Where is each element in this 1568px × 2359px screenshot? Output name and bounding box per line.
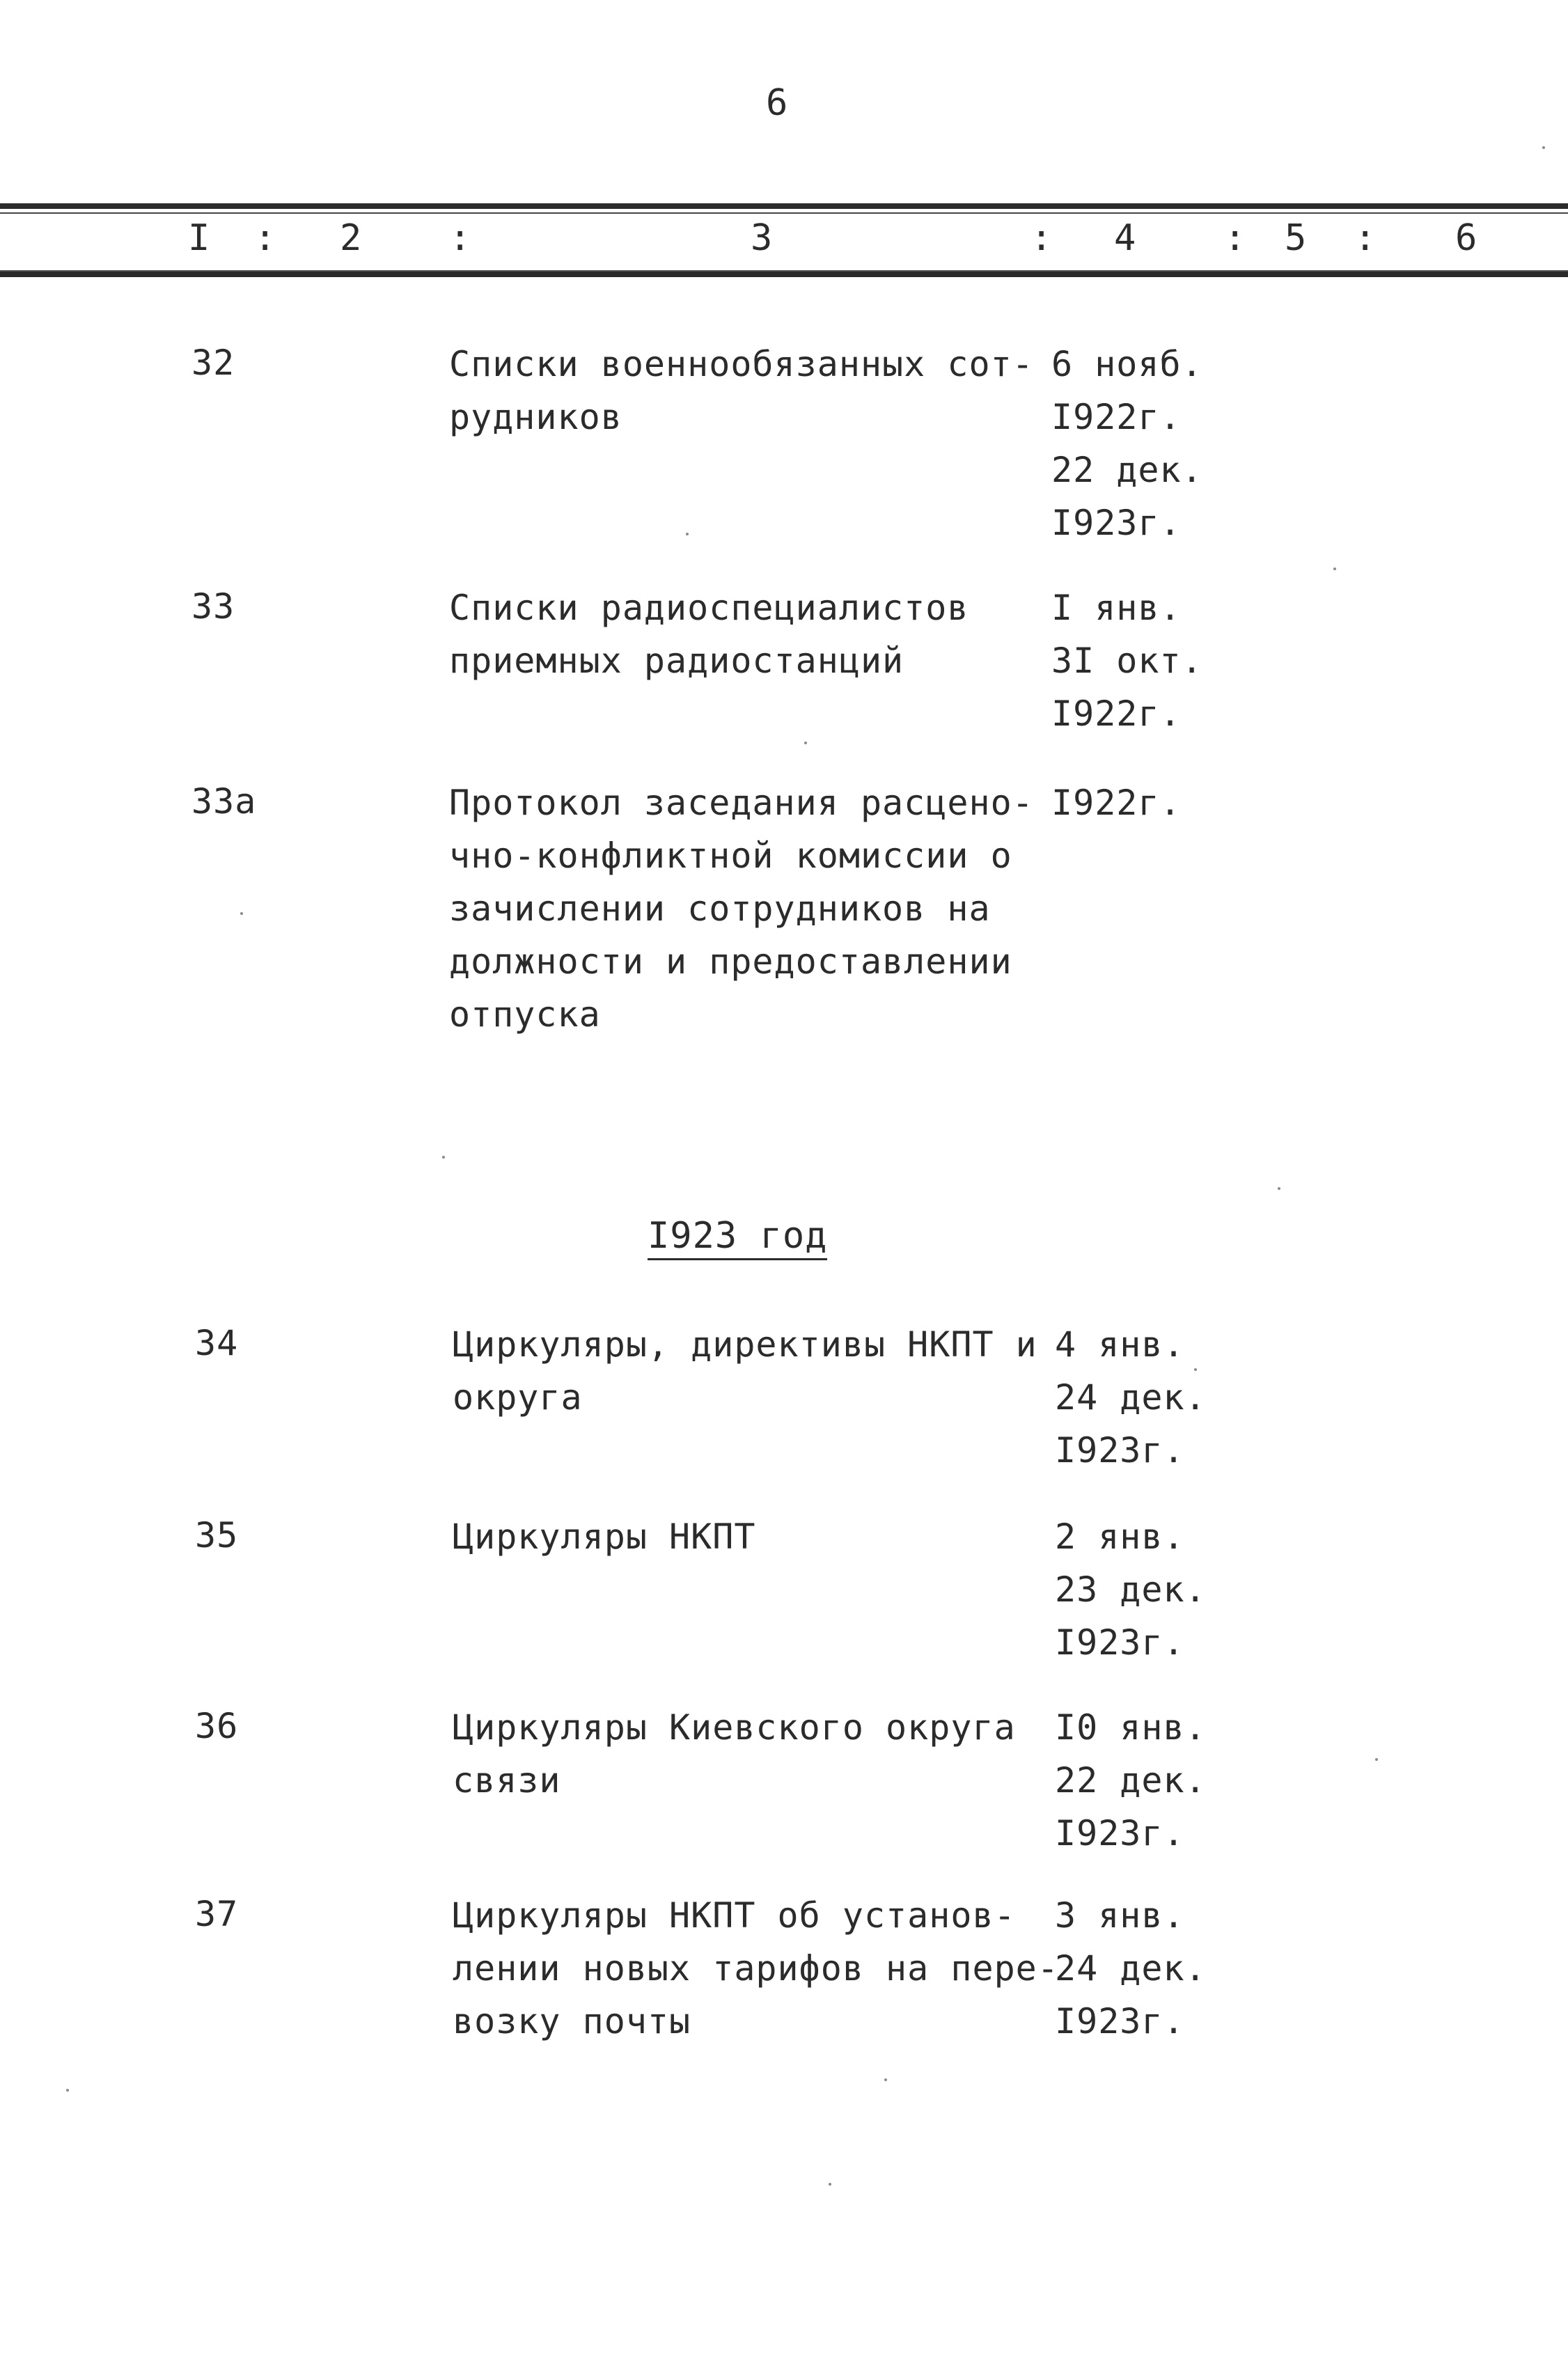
column-header-5: 5	[1285, 217, 1308, 259]
scan-speck	[804, 742, 807, 744]
page-number: 6	[766, 82, 789, 124]
column-separator: :	[449, 217, 472, 259]
scan-speck	[442, 1156, 445, 1159]
entry-date-line: I923г.	[1055, 1622, 1185, 1663]
column-header-6: 6	[1455, 217, 1478, 259]
scan-speck	[66, 2089, 69, 2092]
entry-date-line: I923г.	[1055, 1430, 1185, 1471]
entry-date-line: I923г.	[1055, 2001, 1185, 2041]
entry-date-line: I янв.	[1051, 588, 1182, 628]
entry-date-line: I922г.	[1051, 397, 1182, 437]
column-header-3: 3	[751, 217, 774, 259]
entry-number: 37	[195, 1894, 239, 1934]
entry-number: 32	[191, 343, 235, 383]
entry-title-line: связи	[453, 1760, 561, 1801]
scan-speck	[829, 2183, 831, 2186]
scan-speck	[1333, 567, 1336, 570]
entry-number: 34	[195, 1323, 239, 1363]
entry-number: 33	[191, 586, 235, 627]
entry-date-line: I923г.	[1051, 503, 1182, 543]
entry-title-line: Циркуляры НКПТ об установ-	[453, 1895, 1016, 1936]
entry-date-line: 6 нояб.	[1051, 344, 1203, 384]
entry-title-line: приемных радиостанций	[449, 641, 904, 681]
scan-speck	[1542, 146, 1545, 149]
entry-title-line: рудников	[449, 397, 622, 437]
entry-title-line: чно-конфликтной комиссии о	[449, 836, 1012, 876]
entry-date-line: 23 дек.	[1055, 1569, 1207, 1610]
header-bottom-rule	[0, 272, 1568, 277]
entry-title-line: округа	[453, 1377, 583, 1418]
scan-speck	[884, 2078, 887, 2081]
entry-title-line: отпуска	[449, 994, 601, 1035]
entry-date-line: I0 янв.	[1055, 1707, 1207, 1748]
entry-title-line: зачислении сотрудников на	[449, 888, 991, 929]
entry-title-line: Списки военнообязанных сот-	[449, 344, 1034, 384]
column-header-2: 2	[340, 217, 363, 259]
entry-title-line: Протокол заседания расцено-	[449, 783, 1034, 823]
entry-title-line: лении новых тарифов на пере-	[453, 1948, 1059, 1989]
entry-date-line: 22 дек.	[1051, 450, 1203, 490]
entry-title-line: Циркуляры Киевского округа	[453, 1707, 1016, 1748]
entry-title-line: Циркуляры, директивы НКПТ и	[453, 1324, 1037, 1365]
column-header-4: 4	[1114, 217, 1137, 259]
scan-speck	[1375, 1758, 1378, 1761]
entry-number: 36	[195, 1706, 239, 1746]
entry-date-line: 4 янв.	[1055, 1324, 1185, 1365]
section-heading: I923 год	[648, 1215, 827, 1260]
column-header-1: I	[188, 217, 211, 259]
scan-speck	[1194, 1368, 1197, 1371]
scan-speck	[686, 533, 689, 535]
scan-speck	[1278, 1187, 1280, 1190]
column-separator: :	[254, 217, 277, 259]
header-top-rule-thin	[0, 212, 1568, 214]
entry-date-line: 2 янв.	[1055, 1516, 1185, 1557]
column-separator: :	[1030, 217, 1053, 259]
column-separator: :	[1354, 217, 1377, 259]
entry-number: 35	[195, 1515, 239, 1555]
entry-title-line: Списки радиоспециалистов	[449, 588, 969, 628]
entry-date-line: 3I окт.	[1051, 641, 1203, 681]
entry-date-line: 24 дек.	[1055, 1948, 1207, 1989]
entry-date-line: 3 янв.	[1055, 1895, 1185, 1936]
header-top-rule	[0, 203, 1568, 209]
entry-date-line: I922г.	[1051, 693, 1182, 734]
scan-speck	[240, 912, 243, 915]
entry-date-line: 24 дек.	[1055, 1377, 1207, 1418]
entry-title-line: возку почты	[453, 2001, 691, 2041]
entry-title-line: Циркуляры НКПТ	[453, 1516, 756, 1557]
entry-title-line: должности и предоставлении	[449, 941, 1012, 982]
entry-number: 33а	[191, 781, 257, 822]
entry-date-line: I923г.	[1055, 1813, 1185, 1853]
entry-date-line: 22 дек.	[1055, 1760, 1207, 1801]
column-separator: :	[1224, 217, 1247, 259]
entry-date-line: I922г.	[1051, 783, 1182, 823]
